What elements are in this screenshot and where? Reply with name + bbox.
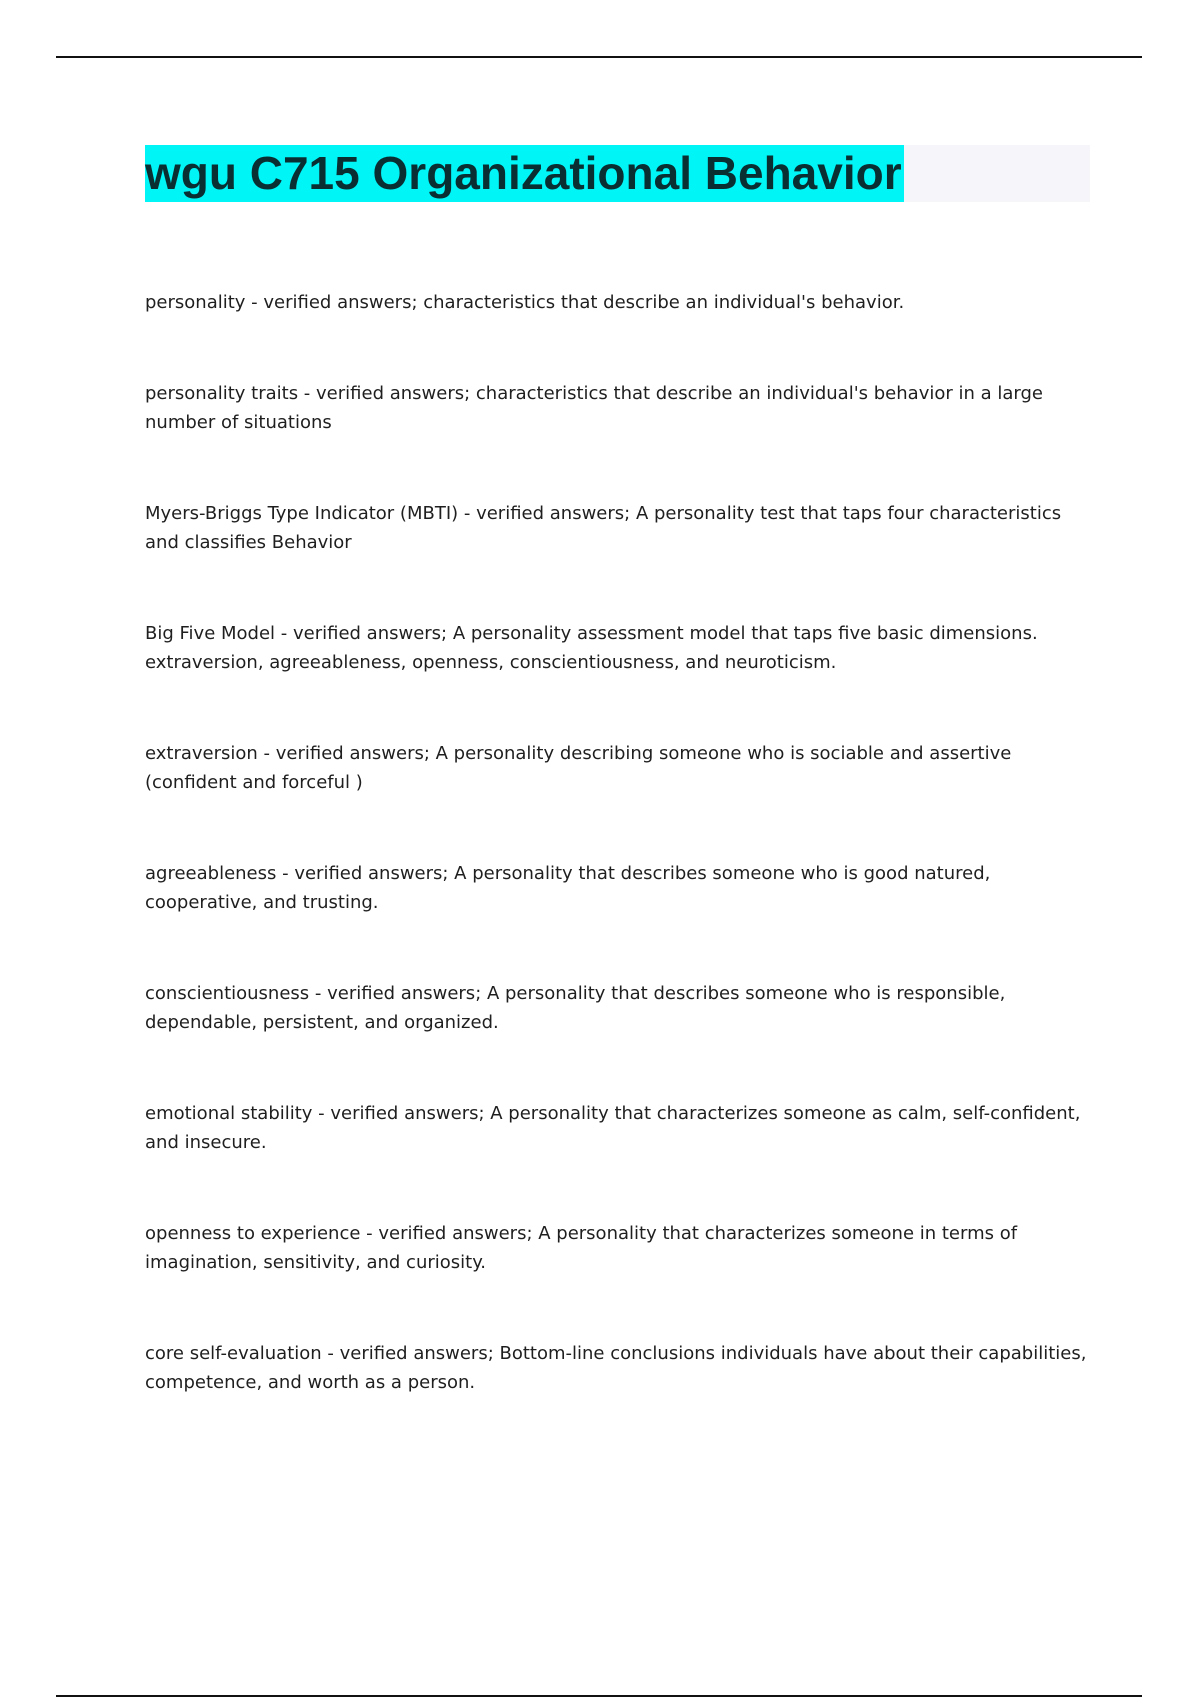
document-title: wgu C715 Organizational Behavior <box>145 145 904 202</box>
entry-mbti: Myers-Briggs Type Indicator (MBTI) - verified answers; A personality test that taps four characteristics and classifies Behavior <box>145 503 1062 553</box>
entry-extraversion: extraversion - verified answers; A personality describing someone who is sociable and assertive (confident and forceful ) <box>145 743 1012 793</box>
entry-agreeableness: agreeableness - verified answers; A personality that describes someone who is good natured, cooperative, and trusting. <box>145 863 991 913</box>
entry-core-self-evaluation: core self-evaluation - verified answers; Bottom-line conclusions individuals have about their capabilities, competence, and worth as a person. <box>145 1343 1087 1393</box>
entry-personality: personality - verified answers; characteristics that describe an individual's behavior. <box>145 292 905 313</box>
entry-conscientiousness: conscientiousness - verified answers; A personality that describes someone who is responsible, dependable, persistent, and organized. <box>145 983 1006 1033</box>
bottom-rule <box>56 1695 1142 1697</box>
entry-openness-to-experience: openness to experience - verified answers; A personality that characterizes someone in terms of imagination, sensitivity, and curiosity. <box>145 1223 1018 1273</box>
entry-emotional-stability: emotional stability - verified answers; A personality that characterizes someone as calm, self-confident, and insecure. <box>145 1103 1081 1153</box>
top-rule <box>56 56 1142 58</box>
entry-personality-traits: personality traits - verified answers; characteristics that describe an individual's behavior in a large number of situations <box>145 383 1043 433</box>
entry-big-five-model: Big Five Model - verified answers; A personality assessment model that taps five basic dimensions. extraversion, agreeableness, openness, conscientiousness, and neuroticism. <box>145 623 1038 673</box>
